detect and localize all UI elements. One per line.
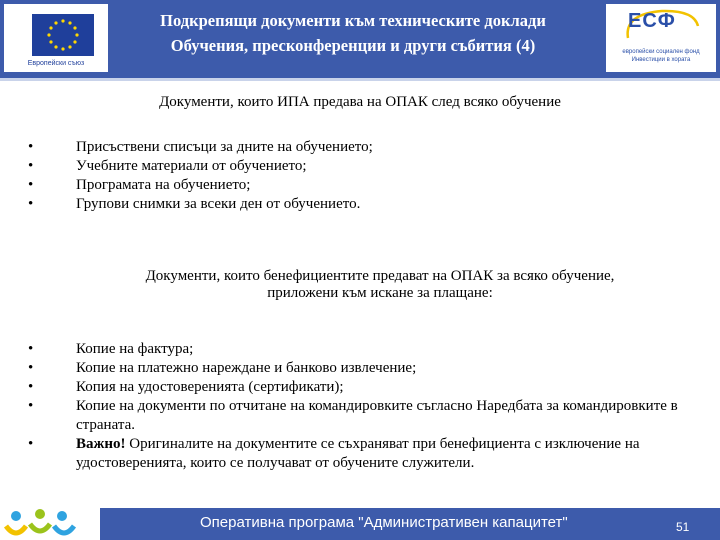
eu-logo <box>4 4 108 72</box>
section-2-list <box>28 340 698 473</box>
bullet: • <box>28 360 34 376</box>
bullet: • <box>28 341 34 357</box>
bullet: • <box>28 398 34 414</box>
esf-text <box>606 48 716 64</box>
bullet: • <box>28 379 34 395</box>
program-logo-icon <box>0 504 100 540</box>
esf-text-line-2: Инвестиции в хората <box>631 57 691 63</box>
important-text: Оригиналите на документите се съхраняват при бенефициента с изключение на удостоверенията, които се получават от обучените служители. <box>76 436 640 471</box>
footer-bar <box>0 508 720 540</box>
section-1-title: Документи, които ИПА предава на ОПАК след всяко обучение <box>159 94 561 110</box>
section-2-title-line-1: Документи, които бенефициентите предават на ОПАК за всяко обучение, <box>145 268 615 284</box>
header-divider <box>0 78 720 81</box>
list-item-text: Копие на документи по отчитане на командировките съгласно Наредбата за командировките в страната. <box>76 398 678 433</box>
list-item-text: Присъствени списъци за дните на обучението; <box>76 139 373 155</box>
list-item <box>28 378 698 397</box>
esf-logo <box>606 4 716 72</box>
section-2-title-line-2: приложени към искане за плащане: <box>267 285 493 301</box>
list-item-text: Копия на удостоверенията (сертификати); <box>76 379 344 395</box>
section-1-list <box>28 138 688 214</box>
list-item-text: Копие на платежно нареждане и банково извлечение; <box>76 360 417 376</box>
bullet: • <box>28 436 34 452</box>
list-item-text: Копие на фактура; <box>76 341 194 357</box>
list-item <box>28 340 698 359</box>
list-item-text: Програмата на обучението; <box>76 177 251 193</box>
bullet: • <box>28 158 34 174</box>
list-item <box>28 195 688 214</box>
esf-mark: ЕСФ <box>628 10 676 32</box>
list-item <box>28 157 688 176</box>
eu-label: Европейски съюз <box>27 60 85 67</box>
important-label: Важно! <box>76 436 126 452</box>
list-item <box>28 397 698 435</box>
list-item <box>28 359 698 378</box>
bullet: • <box>28 196 34 212</box>
page-title <box>118 8 588 58</box>
eu-flag-icon <box>32 14 94 56</box>
list-item-important <box>28 435 698 473</box>
list-item-text: Групови снимки за всеки ден от обучението. <box>76 196 361 212</box>
list-item <box>28 176 688 195</box>
page-number: 51 <box>676 520 690 534</box>
list-item <box>28 138 688 157</box>
header-bar <box>0 0 720 78</box>
esf-text-line-1: европейски социален фонд <box>622 49 700 55</box>
footer-program-name: Оперативна програма "Административен капацитет" <box>200 514 568 531</box>
list-item-text: Учебните материали от обучението; <box>76 158 307 174</box>
bullet: • <box>28 177 34 193</box>
section-2-title <box>60 268 700 302</box>
title-line-1: Подкрепящи документи към техническите доклади <box>160 11 546 30</box>
title-line-2: Обучения, пресконференции и други събития (4) <box>170 36 536 55</box>
bullet: • <box>28 139 34 155</box>
